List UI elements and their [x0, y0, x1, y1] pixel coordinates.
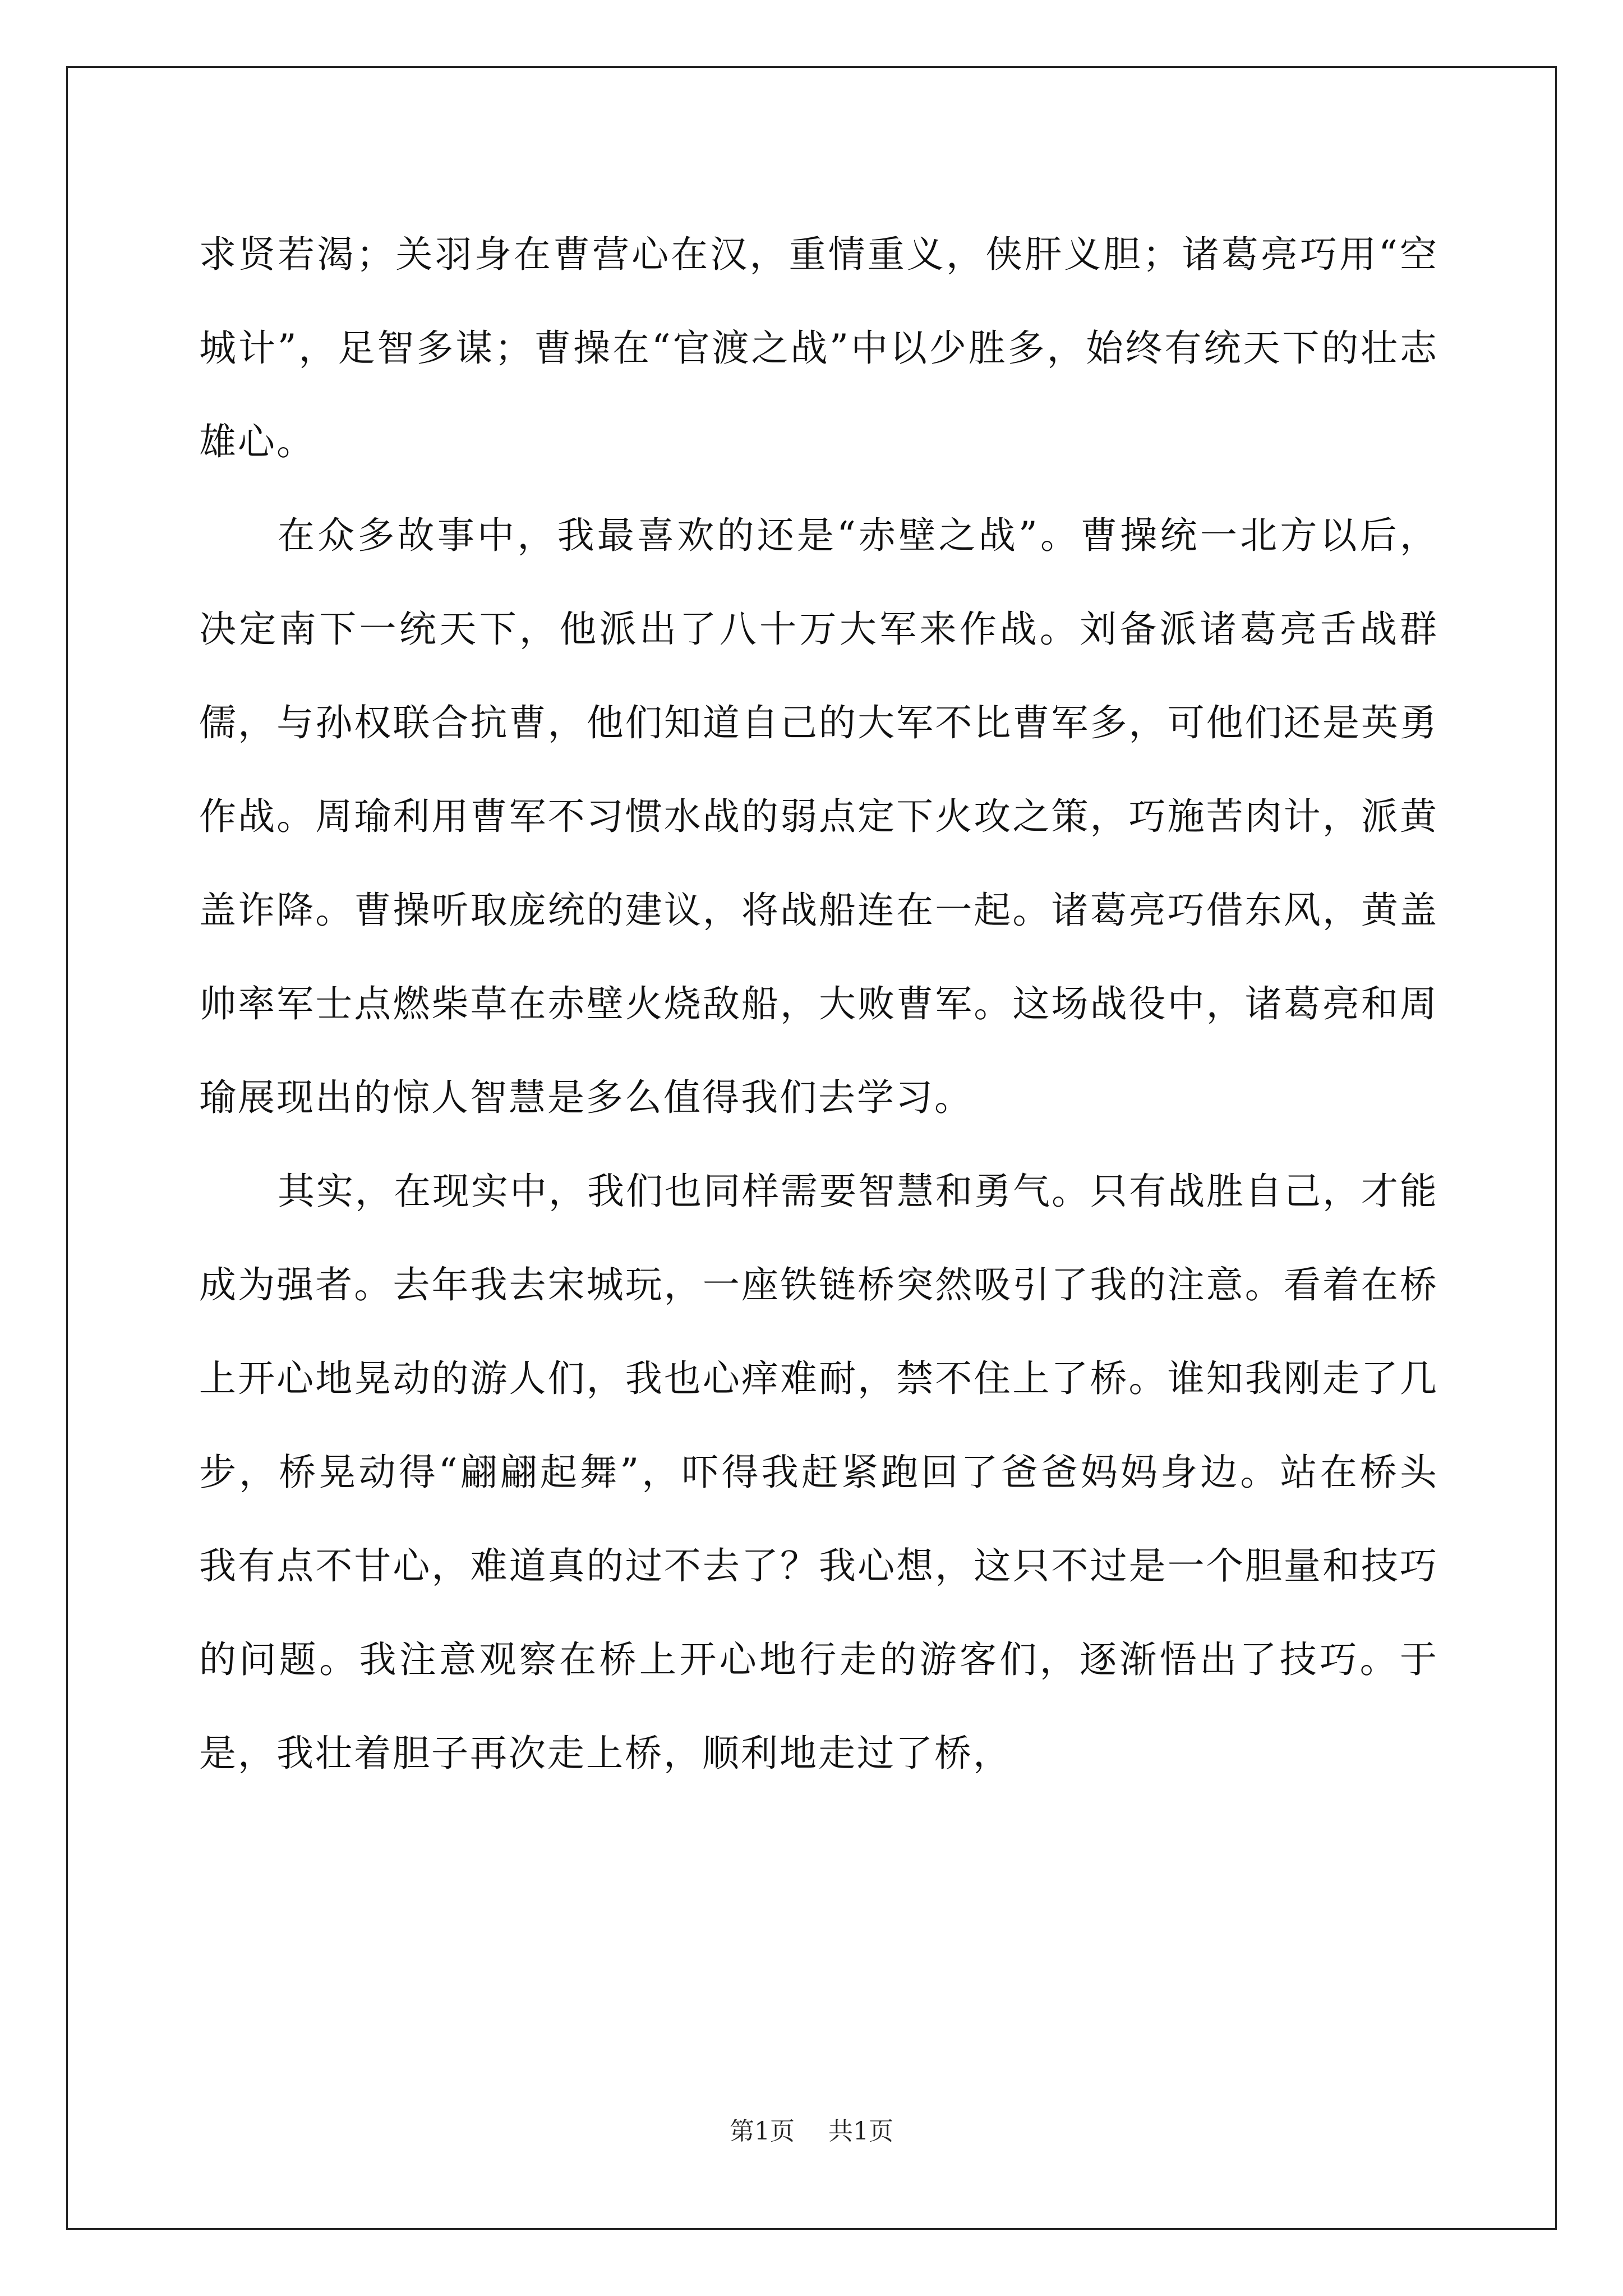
- page-number: 第1页: [730, 2117, 795, 2146]
- paragraph-2: 在众多故事中，我最喜欢的还是“赤壁之战”。曹操统一北方以后，决定南下一统天下，他派出了八十万大军来作战。刘备派诸葛亮舌战群儒，与孙权联合抗曹，他们知道自己的大军不比曹军多，可他们还是英勇作战。周瑜利用曹军不习惯水战的弱点定下火攻之策，巧施苦肉计，派黄盖诈降。曹操听取庞统的建议，将战船连在一起。诸葛亮巧借东风，黄盖帅率军士点燃柴草在赤壁火烧敌船，大败曹军。这场战役中，诸葛亮和周瑜展现出的惊人智慧是多么值得我们去学习。: [199, 514, 1438, 1119]
- document-body: [199, 208, 1438, 1800]
- page-footer: [0, 2115, 1623, 2148]
- paragraph-1: 求贤若渴；关羽身在曹营心在汉，重情重义，侠肝义胆；诸葛亮巧用“空城计”，足智多谋；曹操在“官渡之战”中以少胜多，始终有统天下的壮志雄心。: [199, 233, 1438, 463]
- page-total: 共1页: [828, 2117, 893, 2146]
- paragraph-3: 其实，在现实中，我们也同样需要智慧和勇气。只有战胜自己，才能成为强者。去年我去宋城玩，一座铁链桥突然吸引了我的注意。看着在桥上开心地晃动的游人们，我也心痒难耐，禁不住上了桥。谁知我刚走了几步，桥晃动得“翩翩起舞”，吓得我赶紧跑回了爸爸妈妈身边。站在桥头我有点不甘心，难道真的过不去了？我心想，这只不过是一个胆量和技巧的问题。我注意观察在桥上开心地行走的游客们，逐渐悟出了技巧。于是，我壮着胆子再次走上桥，顺利地走过了桥，: [199, 1170, 1438, 1775]
